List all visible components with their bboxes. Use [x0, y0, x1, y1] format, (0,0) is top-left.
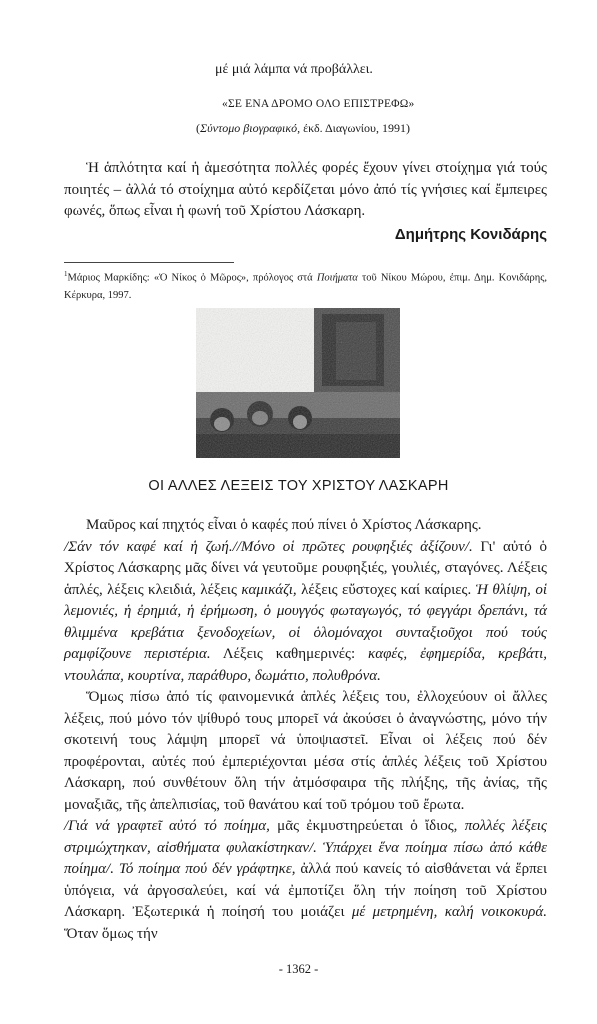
poem-closing-line: μέ μιά λάμπα νά προβάλλει.	[215, 62, 373, 77]
poem-source: (Σύντομο βιογραφικό, έκδ. Διαγωνίου, 1991)	[196, 121, 410, 135]
poem-title: «ΣΕ ΕΝΑ ΔΡΟΜΟ ΟΛΟ ΕΠΙΣΤΡΕΦΩ»	[222, 98, 415, 110]
footnote-divider	[64, 262, 234, 263]
body-paragraph-2: Ὅμως πίσω ἀπό τίς φαινομενικά ἁπλές λέξεις του, ἐλλοχεύουν οἱ ἄλλες λέξεις, πού μόνο τόν ψίθυρό τους μπορεῖ νά ἀκούσει ὁ ἀναγνώστης, μόνο τήν σκοτεινή τους λάμψη μπορεῖ νά ὑποψιαστεῖ. Εἶναι οἱ λέξεις πού δέν προφέρονται, αὐτές πού ἐμπεριέχονται μέσα στίς ἁπλές λέξεις τοῦ Χρίστου Λάσκαρη, πού συνθέτουν ὅλη τήν ἀτμόσφαιρα τῆς πλήξης, τῆς ἀνίας, τῆς μοναξιᾶς, τῆς ἀπελπισίας, τοῦ θανάτου καί τοῦ τρόμου τοῦ ἔρωτα.	[64, 689, 547, 813]
footnote-mark: 1	[64, 270, 68, 278]
body-paragraph-3: /Γιά νά γραφτεῖ αὐτό τό ποίημα, μᾶς ἐκμυστηρεύεται ὁ ἴδιος, πολλές λέξεις στριμώχτηκαν, αἰσθήματα φυλακίστηκαν/. Ὑπάρχει ἕνα ποίημα πίσω ἀπό κάθε ποίημα/. Τό ποίημα πού δέν γράφτηκε, ἀλλά πού κανείς τό αἰσθάνεται νά ἕρπει ὑπόγεια, νά ἀργοσαλεύει, καί νά ἐμποτίζει ὅλη τήν ποίηση τοῦ Χρίστου Λάσκαρη. Ἐξωτερικά ἡ ποίησή του μοιάζει μέ μετρημένη, καλή νοικοκυρά. Ὅταν ὅμως τήν	[64, 818, 548, 942]
section-heading: ΟΙ ΑΛΛΕΣ ΛΕΞΕΙΣ ΤΟΥ ΧΡΙΣΤΟΥ ΛΑΣΚΑΡΗ	[148, 478, 449, 494]
page-number: - 1362 -	[278, 962, 319, 976]
source-book-title: Σύντομο βιογραφικό,	[200, 121, 301, 135]
author-signature: Δημήτρης Κονιδάρης	[394, 226, 547, 243]
intro-paragraph: Ἡ ἁπλότητα καί ἡ ἀμεσότητα πολλές φορές ἔχουν γίνει στοίχημα γιά τούς ποιητές – ἀλλά τό στοίχημα αὐτό κερδίζεται μόνο ἀπό τίς γνήσιες καί ἔμπειρες φωνές, ὅπως εἶναι ἡ φωνή τοῦ Χρίστου Λάσκαρη.	[64, 160, 547, 219]
body-paragraph-1: Μαῦρος καί πηχτός εἶναι ὁ καφές πού πίνει ὁ Χρίστος Λάσκαρης. /Σάν τόν καφέ καί ἡ ζωή.//Μόνο οἱ πρῶτες ρουφηξιές ἀξίζουν/. Γι' αὐτό ὁ Χρίστος Λάσκαρης μᾶς δίνει νά γευτοῦμε ρουφηξιές, γουλιές, σταγόνες. Λέξεις ἁπλές, λέξεις κλειδιά, λέξεις καμικάζι, λέξεις εὔστοχες καί καίριες. Ἡ θλίψη, οἱ λεμονιές, ἡ ἐρημιά, ἡ ἐρήμωση, ὁ μουγγός φωταγωγός, τό φεγγάρι δρεπάνι, τά θλιμμένα κρεβάτια ξενοδοχείων, οἱ ὁλομόναχοι συνταξιοῦχοι πού τούς ραμφίζουνε περιστέρια. Λέξεις καθημερινές: καφές, ἐφημερίδα, κρεβάτι, ντουλάπα, κουρτίνα, παράθυρο, δωμάτιο, πολυθρόνα.	[64, 517, 548, 684]
illustration	[196, 308, 400, 458]
footnote: $^1$Μάριος Μαρκίδης: «Ὁ Νίκος ὁ Μῶρος», πρόλογος στά Ποιήματα τοῦ Νίκου Μώρου, ἐπιμ. Δημ. Κονιδάρης, Κέρκυρα, 1997.	[64, 270, 548, 301]
